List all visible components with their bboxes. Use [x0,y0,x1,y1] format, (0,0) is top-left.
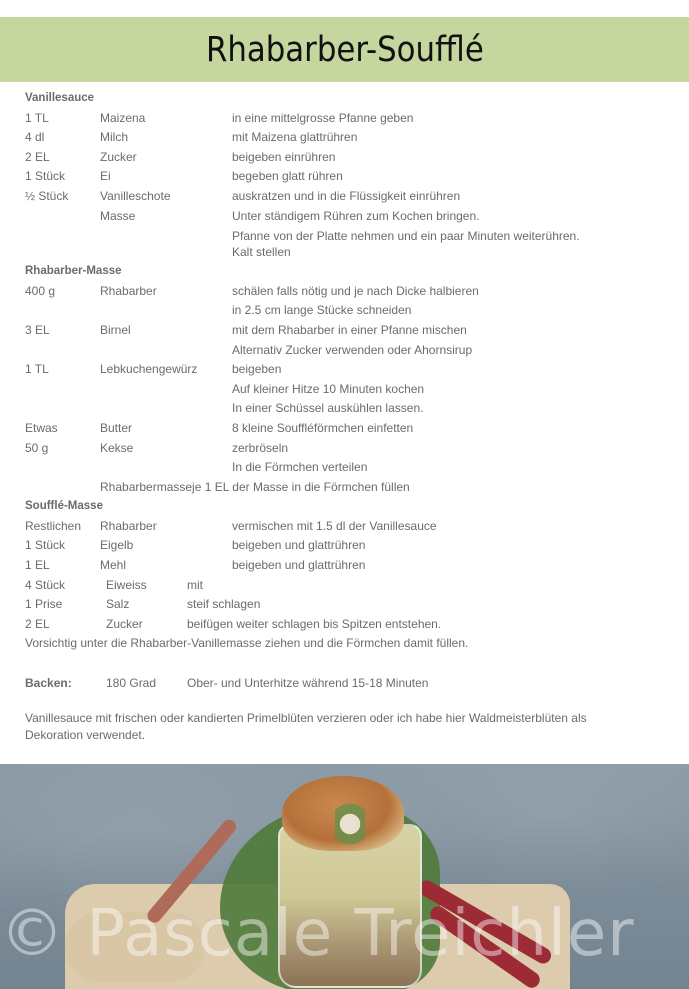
quantity: 1 TL [25,110,49,125]
section-footer-line: Vorsichtig unter die Rhabarber-Vanillemasse ziehen und die Förmchen damit füllen. [25,636,469,651]
baking-temperature: 180 Grad [106,676,157,691]
ingredient [100,301,232,321]
quantity: 4 dl [25,130,45,145]
ingredient [100,458,232,478]
quantity [25,207,100,227]
recipe-content [25,89,665,744]
quantity [25,380,100,400]
ingredient: Butter [100,420,133,435]
quantity: 1 Stück [25,538,66,553]
ingredient-row [25,360,665,380]
section-footer-line [25,478,665,498]
ingredient: Milch [100,130,129,145]
ingredient: Salz [106,597,130,612]
quantity [25,226,100,260]
quantity: 1 TL [25,362,49,377]
quantity [25,301,100,321]
instruction: Rhabarbermasseje 1 EL der Masse in die Förmchen füllen [100,479,410,494]
instruction: In die Förmchen verteilen [232,460,368,475]
quantity: Restlichen [25,518,82,533]
ingredient-row [25,167,665,187]
ingredient: Rhabarber [100,518,157,533]
quantity: ½ Stück [25,188,69,203]
instruction: schälen falls nötig und je nach Dicke halbieren [232,283,479,298]
ingredient-row [25,301,665,321]
instruction: beigeben und glattrühren [232,558,366,573]
quantity: 50 g [25,440,49,455]
instruction: begeben glatt rühren [232,169,343,184]
ingredient-row [25,321,665,341]
ingredient: Eiweiss [106,577,147,592]
quantity: Etwas [25,420,58,435]
ingredient-row [25,282,665,302]
instruction: 8 kleine Souffléförmchen einfetten [232,420,414,435]
ingredient-row [25,399,665,419]
woodruff-flowers [335,794,365,854]
ingredient-row [25,576,665,596]
ingredient: Rhabarber [100,283,157,298]
ingredient-row [25,207,665,227]
instruction: Unter ständigem Rühren zum Kochen bringen. [232,208,480,223]
quantity [25,399,100,419]
instruction: zerbröseln [232,440,289,455]
ingredient [100,341,232,361]
quantity: 3 EL [25,322,50,337]
ingredient: Zucker [100,149,137,164]
quantity: 1 Prise [25,597,63,612]
ingredient-row [25,595,665,615]
baking-details: Ober- und Unterhitze während 15-18 Minuten [187,676,429,691]
recipe-title: Rhabarber-Soufflé [205,29,484,70]
ingredient-row [25,128,665,148]
instruction: beifügen weiter schlagen bis Spitzen entstehen. [187,616,442,631]
ingredient-row [25,536,665,556]
instruction: In einer Schüssel auskühlen lassen. [232,401,424,416]
ingredient: Zucker [106,616,143,631]
ingredient-row [25,615,665,635]
instruction: vermischen mit 1.5 dl der Vanillesauce [232,518,437,533]
ingredient: Lebkuchengewürz [100,362,198,377]
instruction: Auf kleiner Hitze 10 Minuten kochen [232,381,425,396]
instruction: mit [187,577,203,592]
title-band [0,17,689,82]
quantity: 2 EL [25,149,50,164]
instruction: in 2.5 cm lange Stücke schneiden [232,303,412,318]
ingredient-row [25,109,665,129]
section-heading-souffle-masse: Soufflé-Masse [25,500,103,513]
ingredient-row [25,556,665,576]
recipe-photo [0,764,689,989]
quantity: 1 EL [25,558,50,573]
instruction [232,226,665,260]
instruction: Alternativ Zucker verwenden oder Ahornsirup [232,342,473,357]
instruction: beigeben einrühren [232,149,336,164]
instruction: mit Maizena glattrühren [232,130,358,145]
ingredient: Kekse [100,440,134,455]
ingredient: Maizena [100,110,146,125]
quantity: 1 Stück [25,169,66,184]
quantity [25,458,100,478]
copyright-watermark: © Pascale Treichler [0,897,635,971]
instruction: beigeben und glattrühren [232,538,366,553]
section-heading-vanillesauce: Vanillesauce [25,92,95,104]
section-heading-rhabarber-masse: Rhabarber-Masse [25,265,122,278]
baking-instructions [25,674,665,694]
ingredient-row [25,380,665,400]
ingredient: Mehl [100,558,127,573]
quantity: 2 EL [25,616,50,631]
ingredient: Ei [100,169,111,184]
quantity: 4 Stück [25,577,66,592]
quantity [25,341,100,361]
ingredient-row [25,517,665,537]
ingredient-row [25,187,665,207]
instruction: auskratzen und in die Flüssigkeit einrühren [232,188,461,203]
ingredient [100,226,232,260]
decoration-note: Vanillesauce mit frischen oder kandierten Primelblüten verzieren oder ich habe hier Waldmeisterblüten als Dekoration verwendet. [25,710,587,742]
ingredient-row [25,148,665,168]
ingredient [100,399,232,419]
instruction-line: Pfanne von der Platte nehmen und ein paar Minuten weiterühren. [232,229,580,244]
ingredient-row [25,439,665,459]
instruction: mit dem Rhabarber in einer Pfanne mischen [232,322,467,337]
quantity: 400 g [25,283,56,298]
ingredient: Eigelb [100,538,134,553]
ingredient-row [25,226,665,260]
instruction-line: Kalt stellen [232,245,291,260]
instruction: beigeben [232,362,282,377]
ingredient-row [25,419,665,439]
ingredient: Birnel [100,322,131,337]
ingredient: Vanilleschote [100,188,171,203]
instruction: steif schlagen [187,597,261,612]
ingredient-row [25,341,665,361]
ingredient [100,380,232,400]
ingredient: Masse [100,208,136,223]
ingredient-row [25,458,665,478]
baking-label: Backen: [25,676,72,691]
instruction: in eine mittelgrosse Pfanne geben [232,110,414,125]
